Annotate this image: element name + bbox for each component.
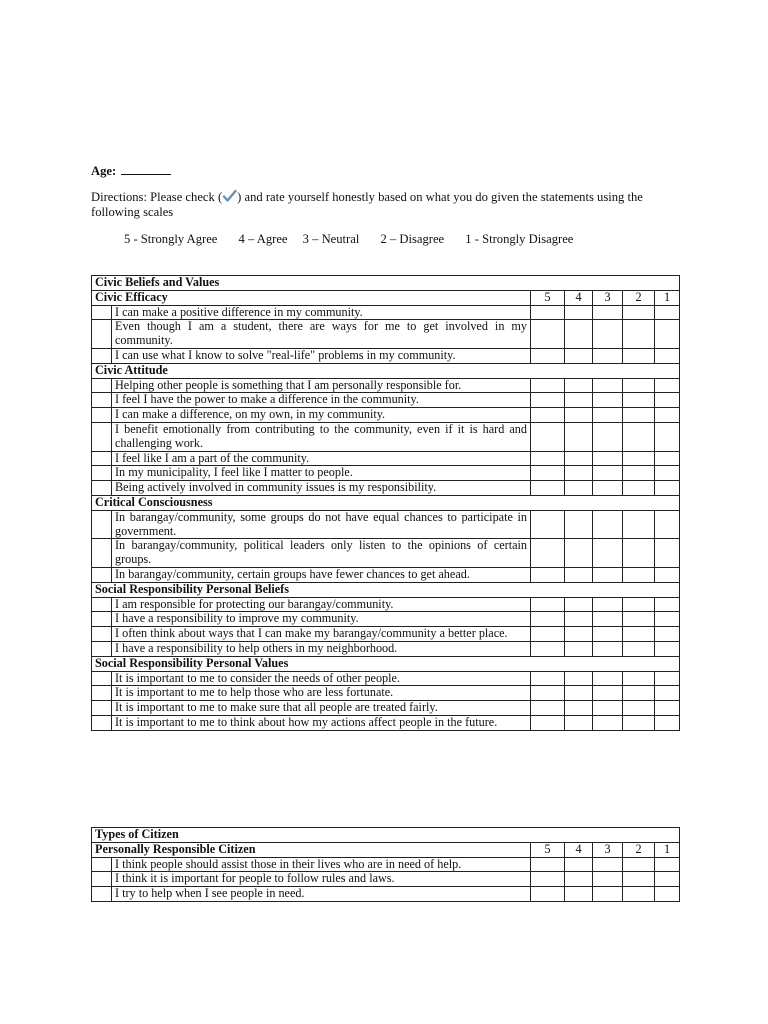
statement-cell: I can make a positive difference in my community. — [112, 305, 531, 320]
rating-cell-2[interactable] — [623, 686, 655, 701]
rating-cell-4[interactable] — [565, 481, 593, 496]
rating-cell-5[interactable] — [531, 857, 565, 872]
rating-cell-2[interactable] — [623, 671, 655, 686]
item-number-cell — [92, 701, 112, 716]
rating-cell-1[interactable] — [655, 887, 680, 902]
item-number-cell — [92, 597, 112, 612]
table-row — [92, 305, 680, 320]
section-title: Civic Attitude — [92, 363, 680, 378]
rating-cell-5[interactable] — [531, 887, 565, 902]
section-header-row — [92, 582, 680, 597]
table-row — [92, 408, 680, 423]
rating-cell-5[interactable] — [531, 701, 565, 716]
table-row — [92, 857, 680, 872]
statement-cell: I am responsible for protecting our barangay/community. — [112, 597, 531, 612]
rating-cell-3[interactable] — [593, 701, 623, 716]
rating-header-4: 4 — [565, 290, 593, 305]
rating-cell-1[interactable] — [655, 320, 680, 349]
scale-3: 3 – Neutral — [302, 232, 360, 246]
rating-cell-4[interactable] — [565, 539, 593, 568]
rating-cell-5[interactable] — [531, 641, 565, 656]
table-row — [92, 627, 680, 642]
rating-cell-5[interactable] — [531, 451, 565, 466]
item-number-cell — [92, 378, 112, 393]
rating-cell-3[interactable] — [593, 320, 623, 349]
rating-header-1: 1 — [655, 842, 680, 857]
statement-cell: Being actively involved in community issues is my responsibility. — [112, 481, 531, 496]
table-row — [92, 320, 680, 349]
item-number-cell — [92, 305, 112, 320]
rating-cell-1[interactable] — [655, 671, 680, 686]
rating-cell-2[interactable] — [623, 393, 655, 408]
table-row — [92, 612, 680, 627]
types-of-citizen-table — [91, 827, 680, 902]
rating-header-4: 4 — [565, 842, 593, 857]
rating-cell-4[interactable] — [565, 305, 593, 320]
rating-cell-4[interactable] — [565, 393, 593, 408]
rating-cell-4[interactable] — [565, 408, 593, 423]
rating-cell-3[interactable] — [593, 466, 623, 481]
table-row — [92, 510, 680, 539]
types-of-citizen-body — [92, 828, 680, 902]
civic-beliefs-body — [92, 276, 680, 731]
section-title: Civic Efficacy — [92, 290, 531, 305]
rating-header-2: 2 — [623, 842, 655, 857]
rating-cell-2[interactable] — [623, 872, 655, 887]
table-row — [92, 393, 680, 408]
rating-cell-2[interactable] — [623, 597, 655, 612]
rating-cell-1[interactable] — [655, 466, 680, 481]
rating-header-5: 5 — [531, 842, 565, 857]
rating-cell-3[interactable] — [593, 305, 623, 320]
rating-cell-1[interactable] — [655, 481, 680, 496]
item-number-cell — [92, 686, 112, 701]
section-header-row — [92, 363, 680, 378]
rating-cell-5[interactable] — [531, 408, 565, 423]
item-number-cell — [92, 671, 112, 686]
rating-cell-1[interactable] — [655, 422, 680, 451]
rating-cell-4[interactable] — [565, 567, 593, 582]
scale-1: 1 - Strongly Disagree — [465, 232, 574, 246]
rating-cell-1[interactable] — [655, 686, 680, 701]
age-field — [91, 163, 171, 179]
rating-cell-2[interactable] — [623, 539, 655, 568]
rating-cell-1[interactable] — [655, 857, 680, 872]
rating-cell-1[interactable] — [655, 715, 680, 730]
section-header-row — [92, 290, 680, 305]
rating-cell-1[interactable] — [655, 612, 680, 627]
rating-cell-1[interactable] — [655, 305, 680, 320]
scale-4: 4 – Agree — [238, 232, 288, 246]
rating-cell-4[interactable] — [565, 887, 593, 902]
statement-cell: I can use what I know to solve "real-life" problems in my community. — [112, 348, 531, 363]
rating-cell-4[interactable] — [565, 451, 593, 466]
scale-5: 5 - Strongly Agree — [124, 232, 218, 246]
table-row — [92, 597, 680, 612]
rating-cell-5[interactable] — [531, 597, 565, 612]
rating-cell-2[interactable] — [623, 481, 655, 496]
rating-cell-5[interactable] — [531, 671, 565, 686]
rating-cell-5[interactable] — [531, 393, 565, 408]
statement-cell: In barangay/community, some groups do not have equal chances to participate in government. — [112, 510, 531, 539]
rating-cell-5[interactable] — [531, 481, 565, 496]
rating-cell-2[interactable] — [623, 612, 655, 627]
age-label: Age: — [91, 164, 117, 178]
rating-cell-4[interactable] — [565, 612, 593, 627]
statement-cell: I think it is important for people to follow rules and laws. — [112, 872, 531, 887]
rating-cell-5[interactable] — [531, 348, 565, 363]
rating-cell-2[interactable] — [623, 466, 655, 481]
rating-cell-5[interactable] — [531, 567, 565, 582]
statement-cell: In barangay/community, political leaders only listen to the opinions of certain groups. — [112, 539, 531, 568]
rating-cell-3[interactable] — [593, 671, 623, 686]
statement-cell: I have a responsibility to improve my community. — [112, 612, 531, 627]
table-title: Civic Beliefs and Values — [92, 276, 680, 291]
rating-cell-1[interactable] — [655, 378, 680, 393]
rating-cell-2[interactable] — [623, 348, 655, 363]
statement-cell: I try to help when I see people in need. — [112, 887, 531, 902]
rating-cell-1[interactable] — [655, 408, 680, 423]
item-number-cell — [92, 567, 112, 582]
table-row — [92, 466, 680, 481]
item-number-cell — [92, 612, 112, 627]
rating-cell-3[interactable] — [593, 481, 623, 496]
table-row — [92, 686, 680, 701]
section-title: Social Responsibility Personal Values — [92, 656, 680, 671]
item-number-cell — [92, 872, 112, 887]
rating-cell-5[interactable] — [531, 539, 565, 568]
rating-cell-2[interactable] — [623, 378, 655, 393]
rating-cell-5[interactable] — [531, 627, 565, 642]
rating-cell-2[interactable] — [623, 857, 655, 872]
rating-cell-2[interactable] — [623, 887, 655, 902]
rating-cell-1[interactable] — [655, 348, 680, 363]
table-row — [92, 348, 680, 363]
rating-cell-3[interactable] — [593, 539, 623, 568]
item-number-cell — [92, 408, 112, 423]
statement-cell: It is important to me to make sure that all people are treated fairly. — [112, 701, 531, 716]
section-title: Critical Consciousness — [92, 495, 680, 510]
statement-cell: It is important to me to help those who are less fortunate. — [112, 686, 531, 701]
rating-cell-4[interactable] — [565, 671, 593, 686]
rating-cell-1[interactable] — [655, 872, 680, 887]
rating-cell-4[interactable] — [565, 510, 593, 539]
rating-cell-5[interactable] — [531, 422, 565, 451]
rating-cell-2[interactable] — [623, 567, 655, 582]
rating-cell-1[interactable] — [655, 393, 680, 408]
statement-cell: I can make a difference, on my own, in my community. — [112, 408, 531, 423]
table-title: Types of Citizen — [92, 828, 680, 843]
table-row — [92, 701, 680, 716]
item-number-cell — [92, 466, 112, 481]
rating-cell-3[interactable] — [593, 510, 623, 539]
table-title-row — [92, 828, 680, 843]
rating-cell-4[interactable] — [565, 641, 593, 656]
rating-cell-4[interactable] — [565, 686, 593, 701]
rating-cell-3[interactable] — [593, 887, 623, 902]
rating-cell-3[interactable] — [593, 715, 623, 730]
table-row — [92, 451, 680, 466]
rating-cell-3[interactable] — [593, 627, 623, 642]
section-title: Personally Responsible Citizen — [92, 842, 531, 857]
statement-cell: I have a responsibility to help others in my neighborhood. — [112, 641, 531, 656]
section-header-row — [92, 842, 680, 857]
rating-cell-1[interactable] — [655, 510, 680, 539]
rating-cell-5[interactable] — [531, 466, 565, 481]
item-number-cell — [92, 481, 112, 496]
rating-cell-2[interactable] — [623, 715, 655, 730]
table-row — [92, 872, 680, 887]
rating-cell-3[interactable] — [593, 378, 623, 393]
rating-header-3: 3 — [593, 842, 623, 857]
age-blank-line[interactable] — [121, 163, 171, 175]
rating-cell-5[interactable] — [531, 715, 565, 730]
rating-cell-3[interactable] — [593, 408, 623, 423]
rating-header-1: 1 — [655, 290, 680, 305]
rating-cell-3[interactable] — [593, 348, 623, 363]
table-row — [92, 481, 680, 496]
rating-cell-5[interactable] — [531, 320, 565, 349]
civic-beliefs-table — [91, 275, 680, 731]
rating-cell-4[interactable] — [565, 872, 593, 887]
item-number-cell — [92, 393, 112, 408]
table-row — [92, 378, 680, 393]
item-number-cell — [92, 320, 112, 349]
rating-cell-4[interactable] — [565, 597, 593, 612]
rating-cell-4[interactable] — [565, 422, 593, 451]
rating-cell-4[interactable] — [565, 378, 593, 393]
section-header-row — [92, 495, 680, 510]
rating-cell-3[interactable] — [593, 872, 623, 887]
item-number-cell — [92, 887, 112, 902]
statement-cell: Helping other people is something that I am personally responsible for. — [112, 378, 531, 393]
statement-cell: In my municipality, I feel like I matter to people. — [112, 466, 531, 481]
rating-cell-2[interactable] — [623, 627, 655, 642]
rating-cell-4[interactable] — [565, 701, 593, 716]
table-row — [92, 715, 680, 730]
rating-cell-1[interactable] — [655, 567, 680, 582]
statement-cell: I feel like I am a part of the community. — [112, 451, 531, 466]
rating-cell-3[interactable] — [593, 567, 623, 582]
statement-cell: I think people should assist those in their lives who are in need of help. — [112, 857, 531, 872]
table-row — [92, 641, 680, 656]
rating-cell-1[interactable] — [655, 641, 680, 656]
rating-cell-1[interactable] — [655, 597, 680, 612]
rating-header-2: 2 — [623, 290, 655, 305]
section-header-row — [92, 656, 680, 671]
statement-cell: It is important to me to consider the needs of other people. — [112, 671, 531, 686]
item-number-cell — [92, 348, 112, 363]
rating-scale-legend — [124, 232, 573, 247]
checkmark-icon — [222, 189, 237, 203]
rating-cell-4[interactable] — [565, 320, 593, 349]
statement-cell: In barangay/community, certain groups have fewer chances to get ahead. — [112, 567, 531, 582]
rating-cell-2[interactable] — [623, 408, 655, 423]
rating-cell-2[interactable] — [623, 641, 655, 656]
rating-cell-3[interactable] — [593, 451, 623, 466]
item-number-cell — [92, 857, 112, 872]
item-number-cell — [92, 641, 112, 656]
table-row — [92, 887, 680, 902]
rating-cell-3[interactable] — [593, 597, 623, 612]
statement-cell: Even though I am a student, there are ways for me to get involved in my community. — [112, 320, 531, 349]
rating-cell-4[interactable] — [565, 857, 593, 872]
rating-cell-3[interactable] — [593, 393, 623, 408]
item-number-cell — [92, 510, 112, 539]
rating-cell-2[interactable] — [623, 510, 655, 539]
directions — [91, 189, 691, 220]
statement-cell: It is important to me to think about how my actions affect people in the future. — [112, 715, 531, 730]
item-number-cell — [92, 422, 112, 451]
rating-cell-1[interactable] — [655, 539, 680, 568]
section-title: Social Responsibility Personal Beliefs — [92, 582, 680, 597]
item-number-cell — [92, 715, 112, 730]
rating-cell-4[interactable] — [565, 466, 593, 481]
table-row — [92, 671, 680, 686]
rating-cell-5[interactable] — [531, 686, 565, 701]
rating-cell-3[interactable] — [593, 686, 623, 701]
statement-cell: I benefit emotionally from contributing to the community, even if it is hard and challenging work. — [112, 422, 531, 451]
item-number-cell — [92, 451, 112, 466]
table-row — [92, 422, 680, 451]
rating-cell-5[interactable] — [531, 872, 565, 887]
statement-cell: I often think about ways that I can make my barangay/community a better place. — [112, 627, 531, 642]
rating-cell-2[interactable] — [623, 701, 655, 716]
rating-cell-3[interactable] — [593, 857, 623, 872]
rating-cell-5[interactable] — [531, 305, 565, 320]
rating-cell-3[interactable] — [593, 612, 623, 627]
item-number-cell — [92, 627, 112, 642]
rating-cell-4[interactable] — [565, 348, 593, 363]
item-number-cell — [92, 539, 112, 568]
directions-text-start: Directions: Please check ( — [91, 190, 223, 204]
rating-cell-5[interactable] — [531, 612, 565, 627]
statement-cell: I feel I have the power to make a difference in the community. — [112, 393, 531, 408]
rating-cell-4[interactable] — [565, 627, 593, 642]
rating-cell-5[interactable] — [531, 510, 565, 539]
table-row — [92, 539, 680, 568]
rating-cell-3[interactable] — [593, 641, 623, 656]
directions-text-end: ) and rate yourself honestly based on what you do given the statements using the following scales — [91, 190, 643, 219]
rating-header-3: 3 — [593, 290, 623, 305]
table-title-row — [92, 276, 680, 291]
rating-cell-1[interactable] — [655, 701, 680, 716]
table-row — [92, 567, 680, 582]
rating-cell-4[interactable] — [565, 715, 593, 730]
rating-header-5: 5 — [531, 290, 565, 305]
rating-cell-2[interactable] — [623, 451, 655, 466]
rating-cell-1[interactable] — [655, 627, 680, 642]
rating-cell-2[interactable] — [623, 422, 655, 451]
rating-cell-1[interactable] — [655, 451, 680, 466]
scale-2: 2 – Disagree — [380, 232, 445, 246]
rating-cell-2[interactable] — [623, 320, 655, 349]
rating-cell-2[interactable] — [623, 305, 655, 320]
rating-cell-3[interactable] — [593, 422, 623, 451]
rating-cell-5[interactable] — [531, 378, 565, 393]
